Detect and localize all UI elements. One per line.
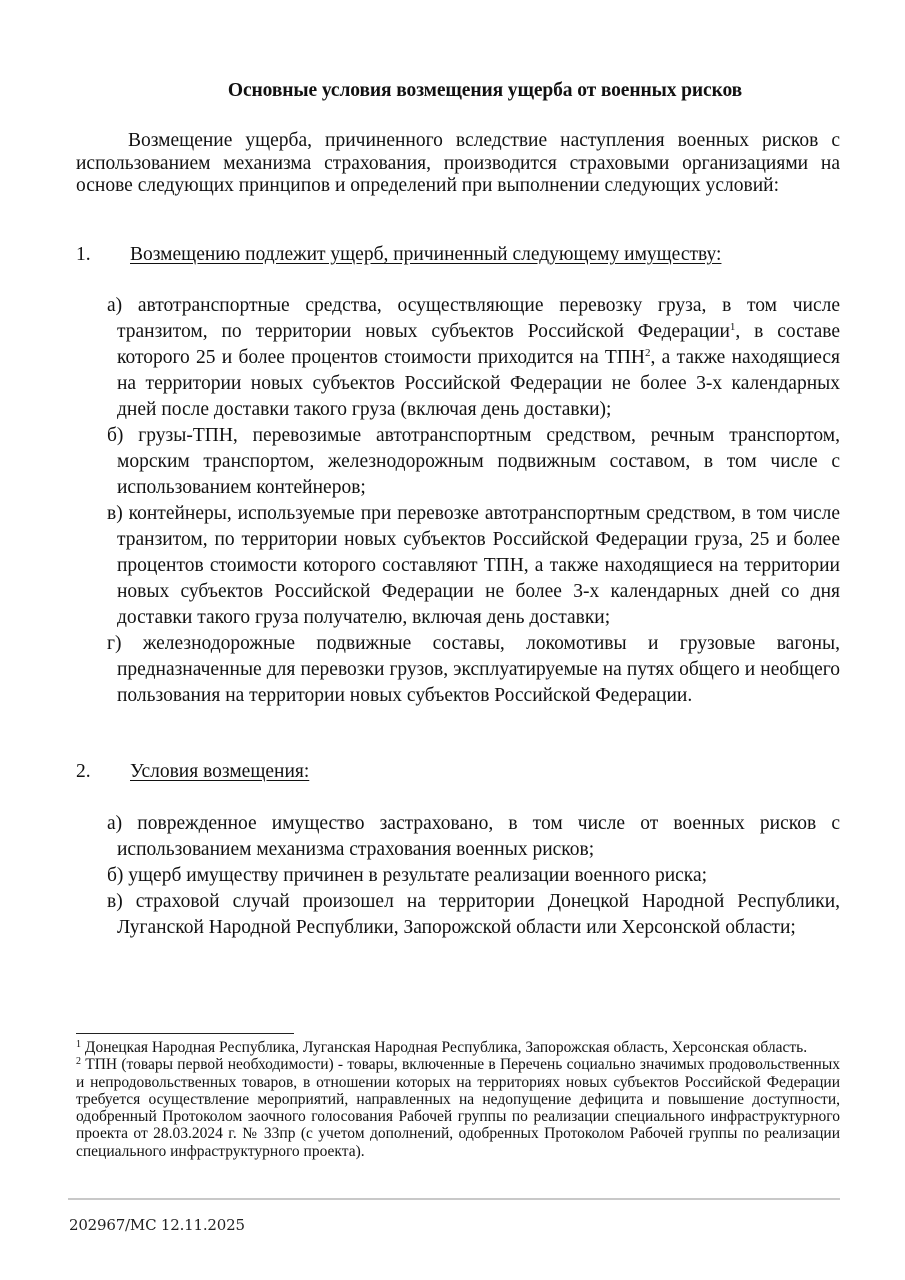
item-marker: а): [107, 295, 123, 316]
list-item: [107, 423, 840, 501]
item-text: грузы-ТПН, перевозимые автотранспортным средством, речным транспортом, морским транспортом, железнодорожным подвижным составом, в том числе с использованием контейнеров;: [117, 425, 841, 498]
footnote-text: Донецкая Народная Республика, Луганская Народная Республика, Запорожская область, Херсонская область.: [81, 1039, 808, 1056]
footnote-number: 2: [76, 1056, 81, 1068]
item-text: железнодорожные подвижные составы, локомотивы и грузовые вагоны, предназначенные для перевозки грузов, эксплуатируемые на путях общего и необщего пользования на территории новых субъектов Российской Федерации.: [117, 633, 840, 706]
intro-paragraph: Возмещение ущерба, причиненного вследствие наступления военных рисков с использованием механизма страхования, производится страховыми организациями на основе следующих принципов и определений при выполнении следующих условий:: [76, 130, 840, 196]
section-1-items: [107, 293, 840, 709]
section-1-number: 1.: [76, 244, 91, 265]
list-item: [107, 889, 840, 941]
item-text: ущерб имуществу причинен в результате реализации военного риска;: [128, 865, 708, 886]
footnotes: [76, 1039, 840, 1160]
item-marker: г): [107, 633, 122, 654]
item-text: поврежденное имущество застраховано, в том числе от военных рисков с использованием механизма страхования военных рисков;: [117, 813, 841, 860]
footnote-2: [76, 1056, 840, 1160]
document-stamp: 202967/МС 12.11.2025: [69, 1216, 245, 1234]
list-item: [107, 293, 840, 423]
item-text-part: автотранспортные средства, осуществляющие перевозку груза, в том числе транзитом, по территории новых субъектов Российской Федерации: [117, 295, 841, 342]
list-item: [107, 631, 840, 709]
item-text: контейнеры, используемые при перевозке автотранспортным средством, в том числе транзитом, по территории новых субъектов Российской Федерации груза, 25 и более процентов стоимости которого составляют ТПН, а также находящиеся на территории новых субъектов Российской Федерации не более 3-х календарных дней со дня доставки такого груза получателю, включая день доставки;: [117, 503, 841, 628]
item-marker: б): [107, 425, 124, 446]
list-item: [107, 811, 840, 863]
footnote-1: [76, 1039, 840, 1056]
footnote-ref-1[interactable]: 1: [729, 321, 736, 333]
item-text-part: , в составе которого 25 и более процентов стоимости приходится на ТПН: [117, 321, 840, 368]
footnote-number: 1: [76, 1039, 81, 1050]
item-marker: а): [107, 813, 123, 834]
section-2-label: Условия возмещения:: [130, 761, 310, 782]
footnote-ref-2[interactable]: 2: [645, 347, 651, 359]
footnote-separator: [76, 1033, 294, 1034]
item-text-part: , а также находящиеся на территории новых субъектов Российской Федерации не более 3-х календарных дней после доставки такого груза (включая день доставки);: [117, 347, 840, 420]
item-marker: в): [107, 503, 123, 524]
list-item: [107, 501, 840, 631]
item-marker: в): [107, 891, 123, 912]
item-marker: б): [107, 865, 124, 886]
document-title: Основные условия возмещения ущерба от военных рисков: [227, 80, 743, 101]
section-2-items: [107, 811, 840, 941]
section-2-number: 2.: [76, 761, 91, 782]
page-divider: [68, 1198, 840, 1200]
section-2-heading: [76, 761, 840, 784]
section-1-heading: [76, 244, 840, 267]
list-item: [107, 863, 840, 889]
item-text: страховой случай произошел на территории Донецкой Народной Республики, Луганской Народной Республики, Запорожской области или Херсонской области;: [117, 891, 841, 938]
section-1-label: Возмещению подлежит ущерб, причиненный следующему имуществу:: [130, 244, 722, 265]
footnote-text: ТПН (товары первой необходимости) - товары, включенные в Перечень социально значимых продовольственных и непродовольственных товаров, в отношении которых на территориях новых субъектов Российской Федерации требуется осуществление мероприятий, направленных на недопущение дефицита и повышение доступности, одобренный Протоколом заочного голосования Рабочей группы по реализации специального инфраструктурного проекта от 28.03.2024 г. № 33пр (с учетом дополнений, одобренных Протоколом Рабочей группы по реализации специального инфраструктурного проекта).: [76, 1056, 840, 1160]
